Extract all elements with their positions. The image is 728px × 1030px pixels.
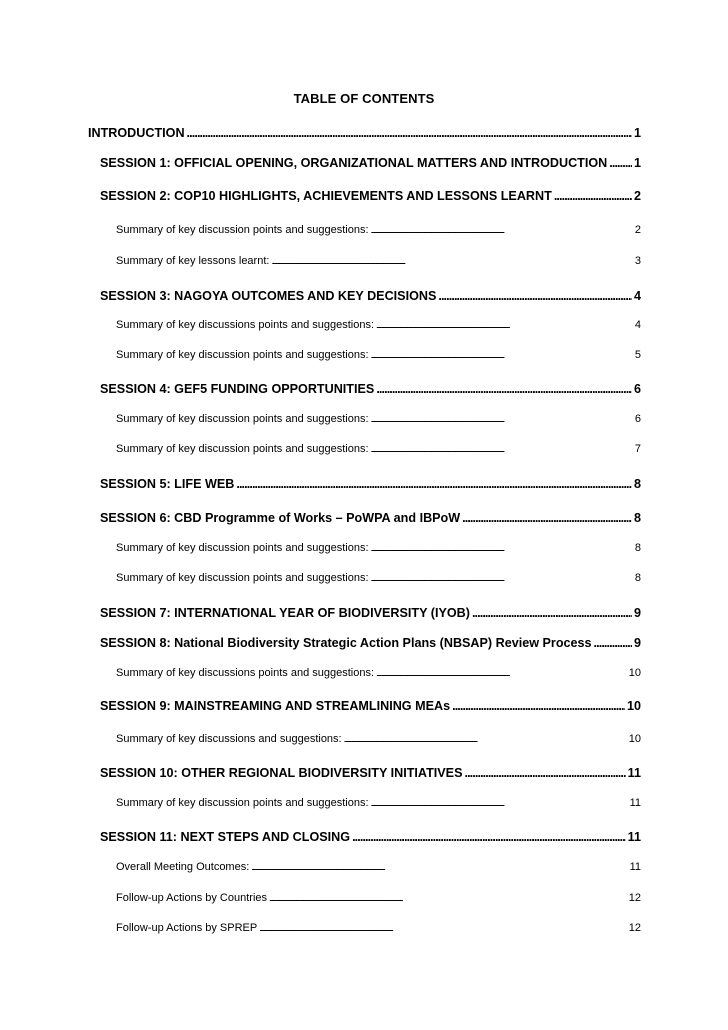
toc-entry[interactable] <box>116 317 641 333</box>
toc-entry[interactable] <box>116 441 641 457</box>
toc-entry[interactable] <box>100 605 641 621</box>
toc-entry[interactable] <box>100 698 641 714</box>
toc-entry-page-number: 2 <box>634 224 641 236</box>
toc-leader-dots <box>376 381 632 397</box>
toc-leader-dots <box>371 795 628 811</box>
toc-leader-dots <box>371 347 633 363</box>
toc-entry-page-number: 8 <box>634 572 641 584</box>
toc-title: TABLE OF CONTENTS <box>293 91 435 106</box>
toc-entry-page-number: 8 <box>633 477 641 491</box>
toc-leader-dots <box>376 317 633 333</box>
toc-entry-page-number: 11 <box>629 797 641 809</box>
toc-entry[interactable] <box>100 288 641 304</box>
toc-leader-dots <box>269 890 627 906</box>
toc-entry-label: Summary of key discussion points and suggestions: <box>116 572 369 584</box>
toc-entry-page-number: 4 <box>634 319 641 331</box>
toc-entry-label: SESSION 2: COP10 HIGHLIGHTS, ACHIEVEMENTS AND LESSONS LEARNT <box>100 189 552 203</box>
toc-entry[interactable] <box>116 540 641 556</box>
toc-entry[interactable] <box>116 859 641 875</box>
toc-leader-dots <box>462 510 632 526</box>
toc-entry[interactable] <box>116 920 641 936</box>
toc-entry[interactable] <box>116 253 641 269</box>
toc-entry-page-number: 8 <box>634 542 641 554</box>
toc-entry-label: SESSION 5: LIFE WEB <box>100 477 235 491</box>
toc-entry-page-number: 1 <box>633 156 641 170</box>
toc-entry-page-number: 6 <box>633 382 641 396</box>
toc-leader-dots <box>371 570 633 586</box>
toc-entry-label: SESSION 3: NAGOYA OUTCOMES AND KEY DECISIONS <box>100 289 437 303</box>
toc-entry-label: Summary of key discussions points and suggestions: <box>116 667 375 679</box>
toc-entry[interactable] <box>116 665 641 681</box>
toc-entry-page-number: 11 <box>629 861 641 873</box>
toc-entry-label: Overall Meeting Outcomes: <box>116 861 250 873</box>
toc-entry-label: SESSION 9: MAINSTREAMING AND STREAMLINING MEAs <box>100 699 451 713</box>
toc-leader-dots <box>609 155 632 171</box>
toc-entry-label: INTRODUCTION <box>88 126 185 140</box>
toc-leader-dots <box>376 665 627 681</box>
toc-entry[interactable] <box>116 890 641 906</box>
toc-leader-dots <box>251 859 627 875</box>
toc-entry[interactable] <box>100 476 641 492</box>
toc-entry[interactable] <box>100 155 641 171</box>
toc-entry-page-number: 4 <box>633 289 641 303</box>
toc-entry-page-number: 5 <box>634 349 641 361</box>
toc-leader-dots <box>452 698 625 714</box>
toc-entry-page-number: 11 <box>627 830 641 844</box>
toc-entry-label: SESSION 1: OFFICIAL OPENING, ORGANIZATIONAL MATTERS AND INTRODUCTION <box>100 156 608 170</box>
toc-entry-label: SESSION 11: NEXT STEPS AND CLOSING <box>100 830 351 844</box>
toc-entry[interactable] <box>116 731 641 747</box>
toc-leader-dots <box>594 635 632 651</box>
toc-leader-dots <box>371 411 633 427</box>
toc-entry-label: Summary of key lessons learnt: <box>116 255 270 267</box>
toc-leader-dots <box>371 222 633 238</box>
toc-entry[interactable] <box>116 222 641 238</box>
toc-entry[interactable] <box>88 125 641 141</box>
toc-entry-label: SESSION 6: CBD Programme of Works – PoWPA and IBPoW <box>100 511 461 525</box>
toc-entry-label: Summary of key discussion points and suggestions: <box>116 224 369 236</box>
toc-entry-label: Follow-up Actions by Countries <box>116 892 268 904</box>
toc-entry-label: Summary of key discussion points and suggestions: <box>116 542 369 554</box>
toc-entry[interactable] <box>116 795 641 811</box>
toc-entry-page-number: 12 <box>628 922 641 934</box>
toc-leader-dots <box>259 920 627 936</box>
toc-entry-page-number: 3 <box>634 255 641 267</box>
toc-leader-dots <box>438 288 632 304</box>
toc-entry-label: SESSION 7: INTERNATIONAL YEAR OF BIODIVERSITY (IYOB) <box>100 606 470 620</box>
toc-leader-dots <box>344 731 627 747</box>
toc-entry-label: Summary of key discussions and suggestions: <box>116 733 342 745</box>
toc-entry[interactable] <box>100 829 641 845</box>
toc-entry-label: Summary of key discussion points and suggestions: <box>116 443 369 455</box>
toc-entry[interactable] <box>116 570 641 586</box>
toc-entry[interactable] <box>116 347 641 363</box>
toc-entry-label: SESSION 10: OTHER REGIONAL BIODIVERSITY INITIATIVES <box>100 766 463 780</box>
toc-entry[interactable] <box>116 411 641 427</box>
toc-leader-dots <box>464 765 625 781</box>
toc-entry-page-number: 6 <box>634 413 641 425</box>
toc-entry[interactable] <box>100 510 641 526</box>
toc-entry-label: Follow-up Actions by SPREP <box>116 922 258 934</box>
toc-entry-label: SESSION 4: GEF5 FUNDING OPPORTUNITIES <box>100 382 375 396</box>
toc-leader-dots <box>352 829 626 845</box>
toc-leader-dots <box>236 476 632 492</box>
toc-entry[interactable] <box>100 188 641 204</box>
toc-entry-page-number: 7 <box>634 443 641 455</box>
toc-entry[interactable] <box>100 765 641 781</box>
toc-entry-page-number: 9 <box>633 636 641 650</box>
toc-entry-page-number: 1 <box>633 126 641 140</box>
toc-entry-page-number: 2 <box>633 189 641 203</box>
toc-leader-dots <box>472 605 632 621</box>
toc-leader-dots <box>271 253 632 269</box>
toc-entry-page-number: 10 <box>626 699 641 713</box>
toc-leader-dots <box>371 441 633 457</box>
toc-leader-dots <box>187 125 632 141</box>
toc-entry-label: Summary of key discussion points and suggestions: <box>116 349 369 361</box>
toc-leader-dots <box>554 188 632 204</box>
toc-entry-label: Summary of key discussion points and suggestions: <box>116 413 369 425</box>
toc-entry-page-number: 9 <box>633 606 641 620</box>
toc-entry-page-number: 10 <box>628 667 641 679</box>
toc-leader-dots <box>371 540 633 556</box>
toc-entry[interactable] <box>100 635 641 651</box>
toc-entry-page-number: 11 <box>627 766 641 780</box>
toc-entry-page-number: 8 <box>633 511 641 525</box>
toc-entry-label: SESSION 8: National Biodiversity Strategic Action Plans (NBSAP) Review Process <box>100 636 592 650</box>
toc-entry-label: Summary of key discussion points and suggestions: <box>116 797 369 809</box>
toc-entry-label: Summary of key discussions points and suggestions: <box>116 319 375 331</box>
toc-entry-page-number: 10 <box>628 733 641 745</box>
toc-entry[interactable] <box>100 381 641 397</box>
toc-entry-page-number: 12 <box>628 892 641 904</box>
